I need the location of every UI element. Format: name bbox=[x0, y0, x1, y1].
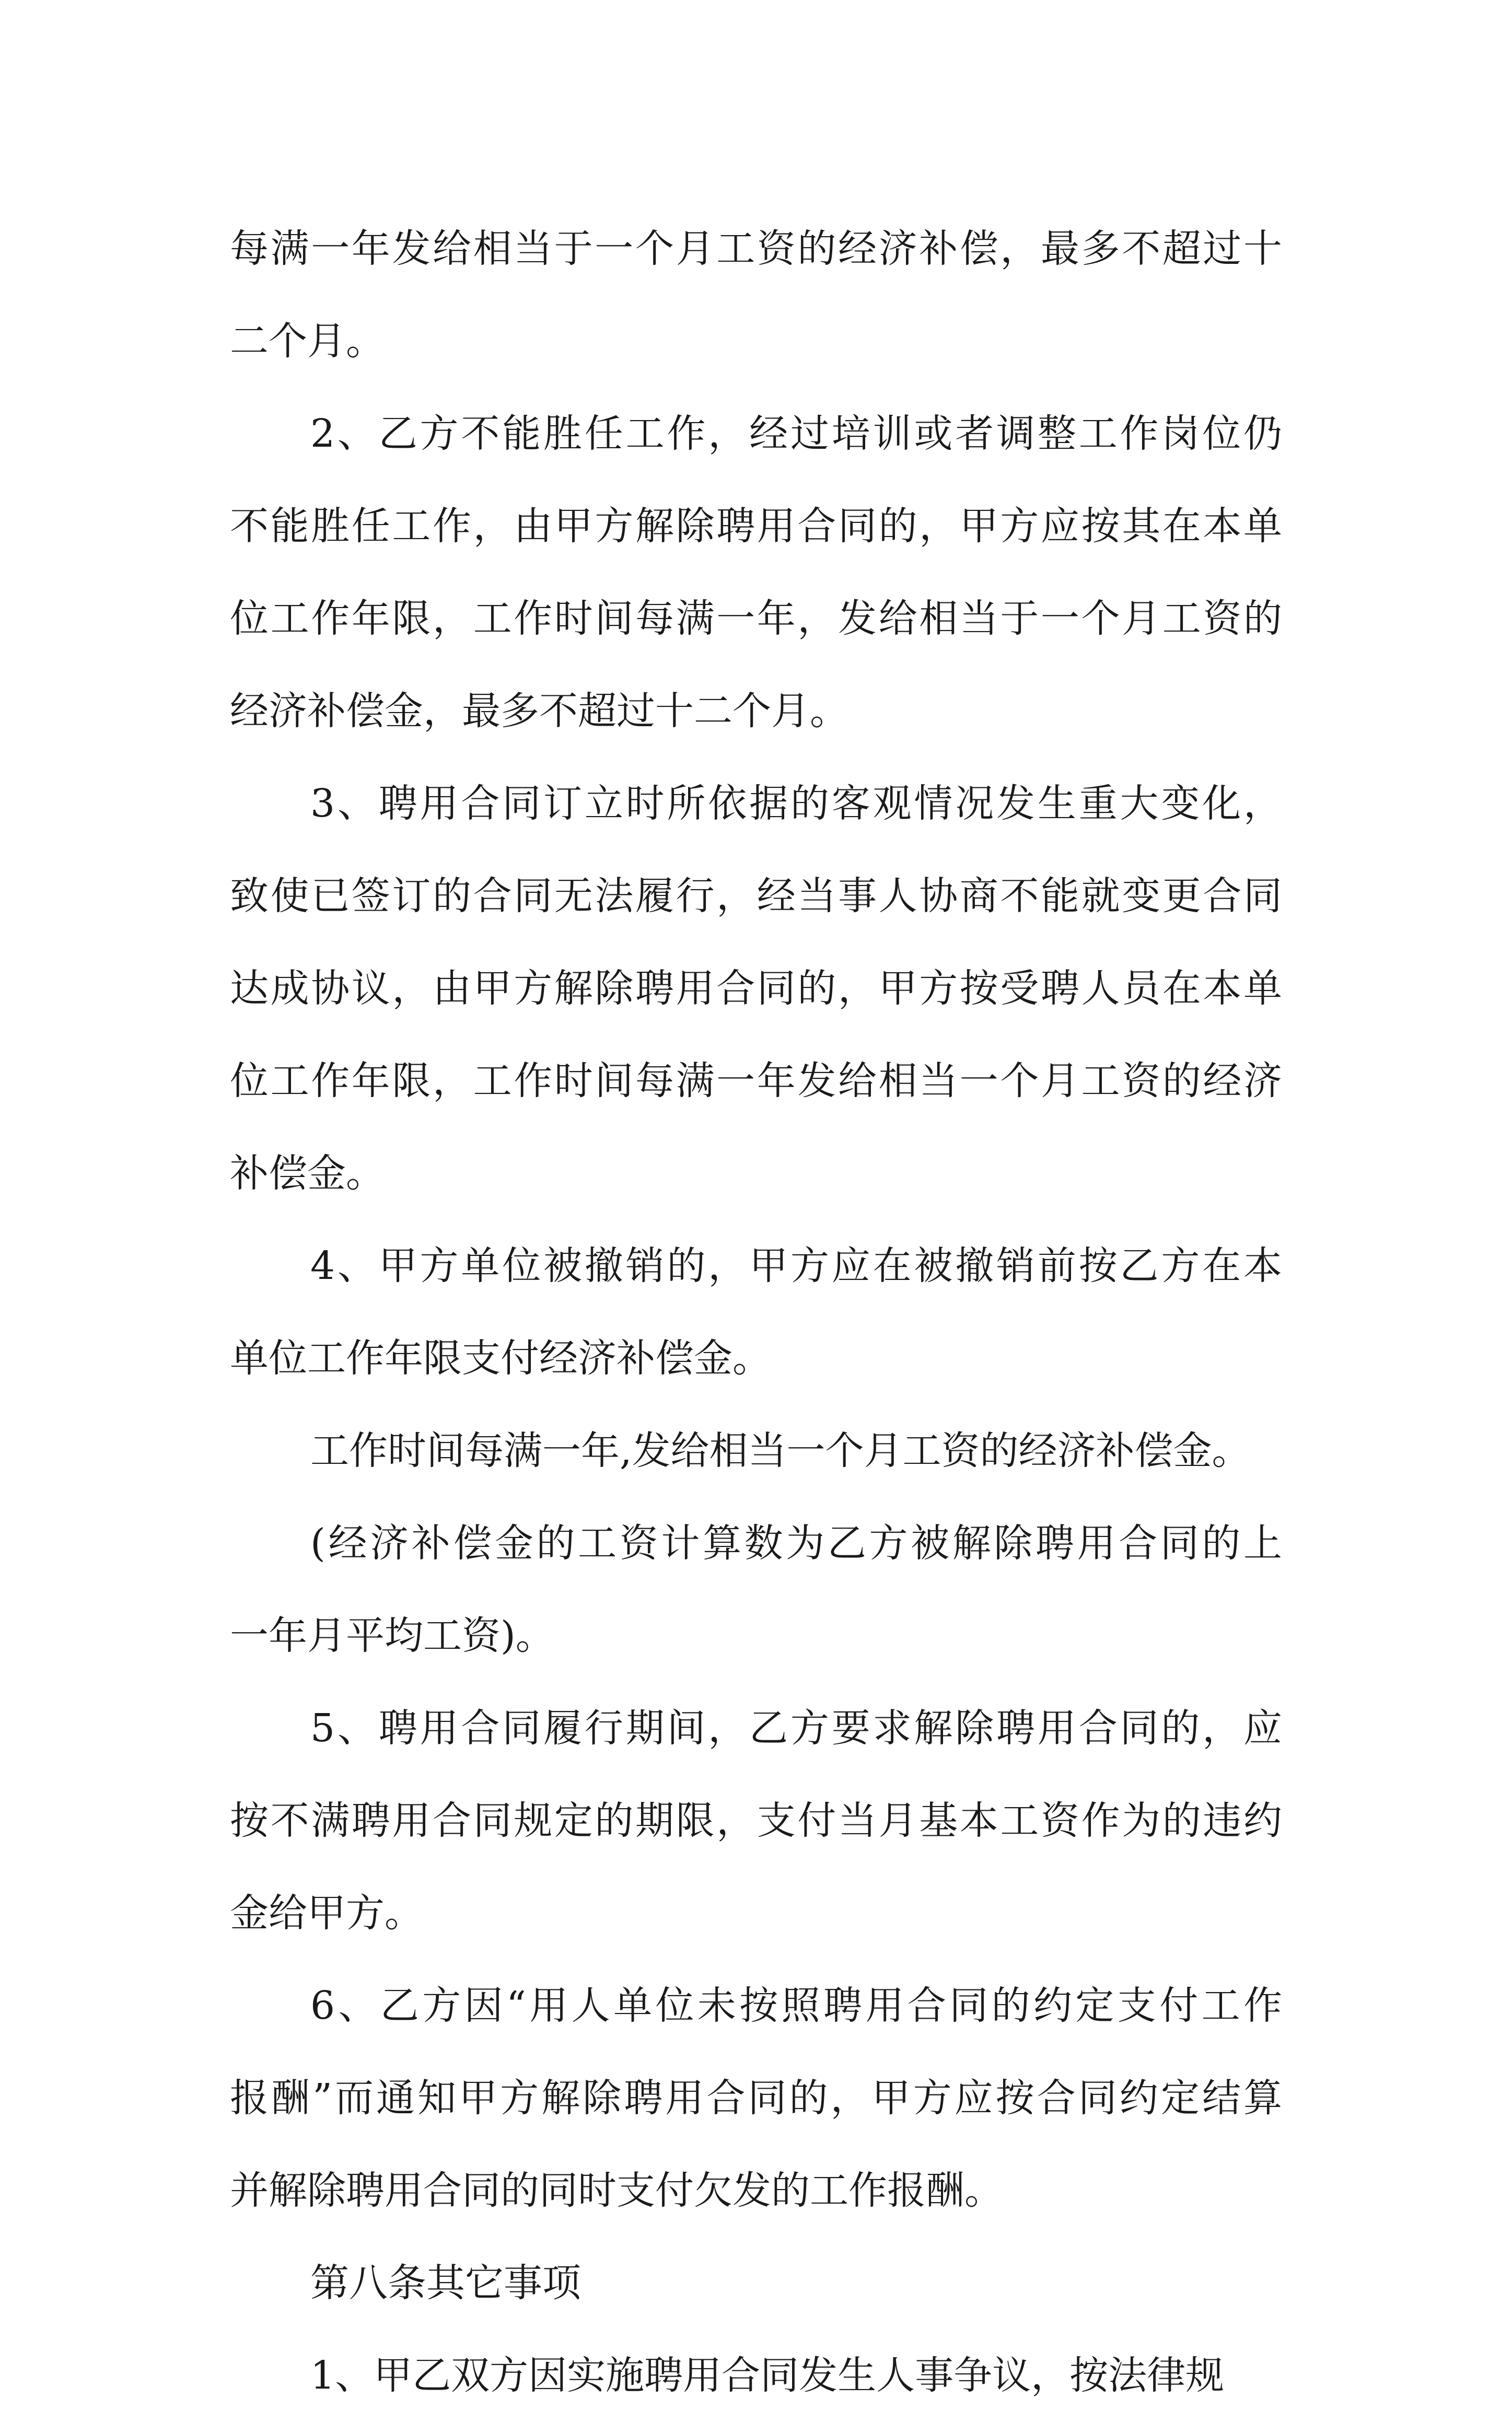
text-line: 二个月。 bbox=[230, 319, 385, 364]
text-line: 经济补偿金，最多不超过十二个月。 bbox=[230, 689, 848, 733]
paragraph bbox=[230, 1497, 1282, 1682]
text-line: 一年月平均工资)。 bbox=[230, 1613, 554, 1658]
paragraph bbox=[230, 758, 1282, 1220]
paragraph bbox=[230, 2330, 1282, 2422]
paragraph bbox=[230, 2237, 1282, 2330]
text-line: 工作时间每满一年,发给相当一个月工资的经济补偿金。 bbox=[310, 1428, 1251, 1473]
text-line: (经济补偿金的工资计算数为乙方被解除聘用合同的上 bbox=[310, 1521, 1282, 1566]
text-line: 单位工作年限支付经济补偿金。 bbox=[230, 1336, 771, 1381]
text-line: 每满一年发给相当于一个月工资的经济补偿，最多不超过十 bbox=[230, 226, 1282, 271]
text-line: 第八条其它事项 bbox=[310, 2261, 581, 2305]
text-line: 3、聘用合同订立时所依据的客观情况发生重大变化， bbox=[310, 781, 1282, 826]
text-line: 位工作年限，工作时间每满一年，发给相当于一个月工资的 bbox=[230, 596, 1282, 641]
text-line: 位工作年限，工作时间每满一年发给相当一个月工资的经济 bbox=[230, 1058, 1282, 1103]
paragraph bbox=[230, 1960, 1282, 2237]
document-body bbox=[230, 203, 1282, 2422]
text-line: 达成协议，由甲方解除聘用合同的，甲方按受聘人员在本单 bbox=[230, 966, 1282, 1011]
paragraph bbox=[230, 203, 1282, 388]
paragraph bbox=[230, 1220, 1282, 1405]
text-line: 不能胜任工作，由甲方解除聘用合同的，甲方应按其在本单 bbox=[230, 504, 1282, 549]
text-line: 4、甲方单位被撤销的，甲方应在被撤销前按乙方在本 bbox=[310, 1243, 1282, 1288]
paragraph bbox=[230, 1405, 1282, 1497]
text-line: 按不满聘用合同规定的期限，支付当月基本工资作为的违约 bbox=[230, 1798, 1282, 1843]
text-line: 并解除聘用合同的同时支付欠发的工作报酬。 bbox=[230, 2168, 1003, 2213]
text-line: 6、乙方因“用人单位未按照聘用合同的约定支付工作 bbox=[310, 1983, 1282, 2028]
text-line: 2、乙方不能胜任工作，经过培训或者调整工作岗位仍 bbox=[310, 411, 1282, 456]
text-line: 报酬”而通知甲方解除聘用合同的，甲方应按合同约定结算 bbox=[230, 2076, 1282, 2121]
paragraph bbox=[230, 1682, 1282, 1960]
text-line: 1、甲乙双方因实施聘用合同发生人事争议，按法律规 bbox=[310, 2353, 1225, 2398]
paragraph bbox=[230, 388, 1282, 758]
text-line: 金给甲方。 bbox=[230, 1891, 423, 1936]
text-line: 致使已签订的合同无法履行，经当事人协商不能就变更合同 bbox=[230, 874, 1282, 918]
text-line: 5、聘用合同履行期间，乙方要求解除聘用合同的，应 bbox=[310, 1706, 1282, 1751]
text-line: 补偿金。 bbox=[230, 1151, 385, 1196]
